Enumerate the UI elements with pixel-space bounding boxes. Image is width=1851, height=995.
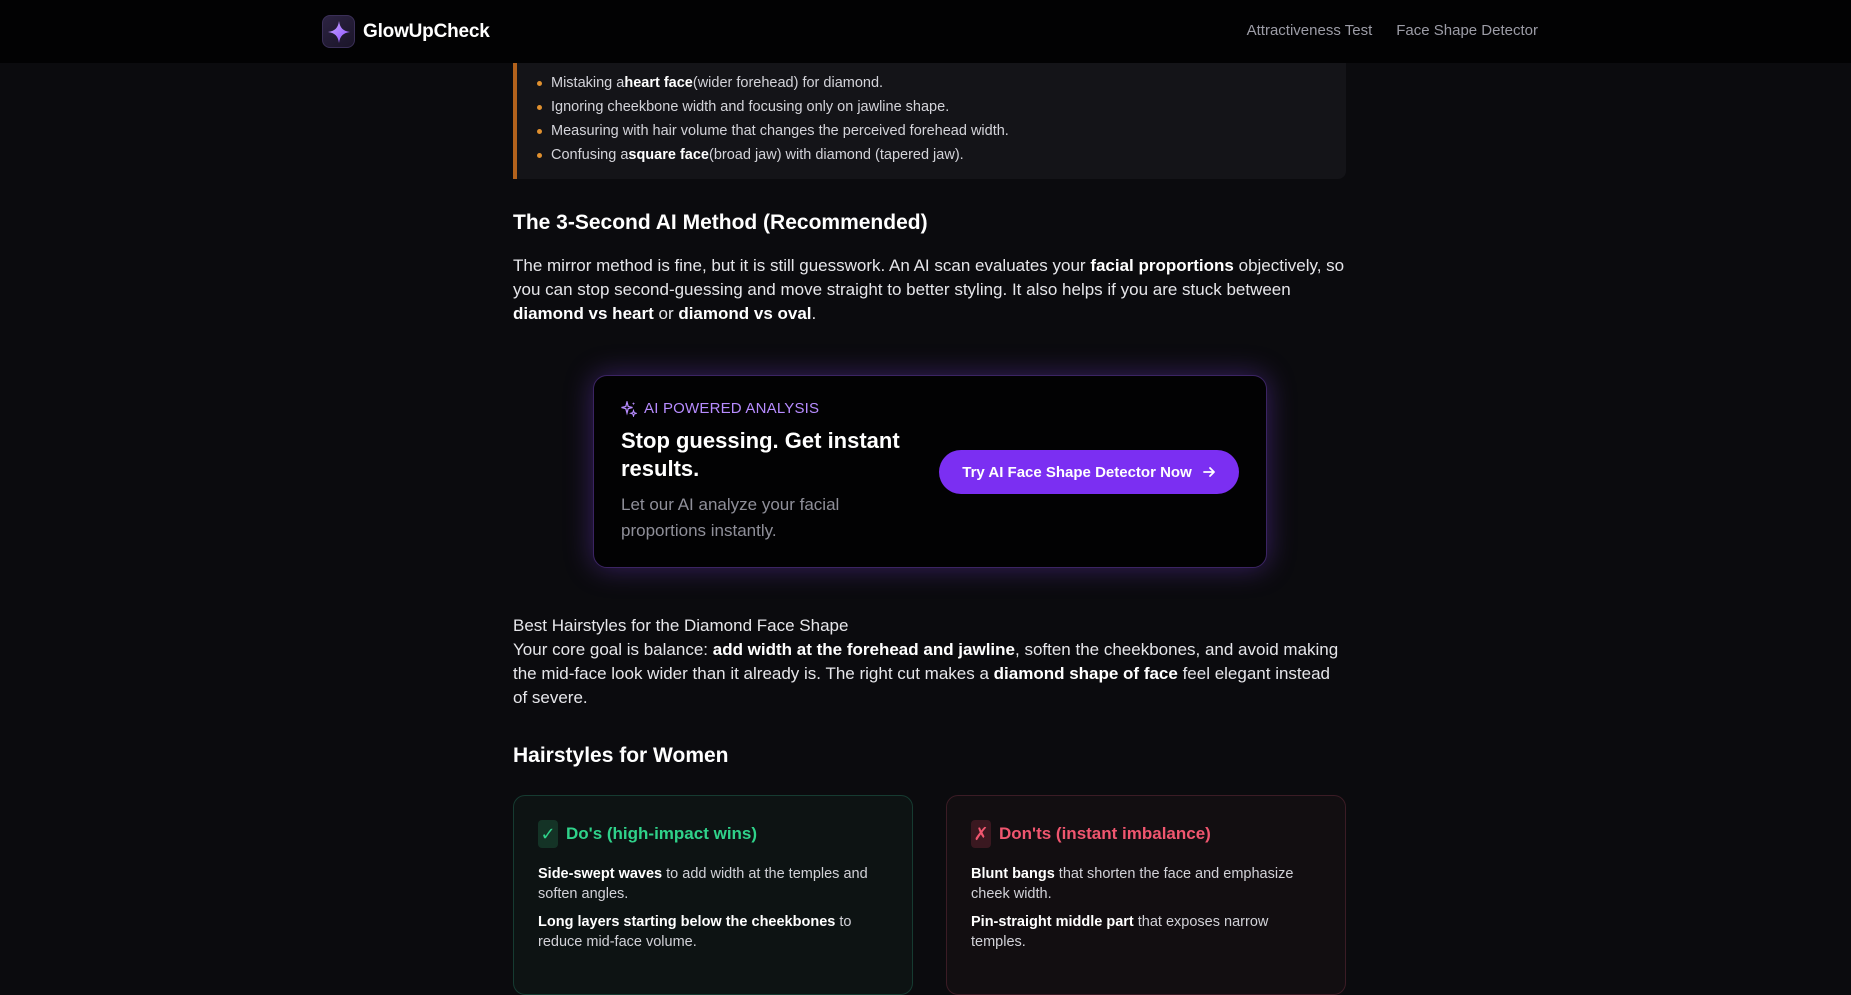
list-item: Side-swept waves to add width at the temples and soften angles. bbox=[538, 866, 868, 902]
donts-card-header bbox=[971, 820, 1321, 848]
mistakes-list bbox=[537, 71, 1009, 167]
list-item: Mistaking aheart face(wider forehead) for diamond. bbox=[537, 71, 1009, 95]
section-heading-women: Hairstyles for Women bbox=[513, 744, 729, 767]
top-navbar bbox=[0, 0, 1851, 63]
donts-card-title: Don'ts (instant imbalance) bbox=[999, 824, 1211, 843]
cta-button-label: Try AI Face Shape Detector Now bbox=[962, 463, 1192, 481]
sparkle-icon bbox=[322, 15, 355, 48]
dos-card bbox=[513, 795, 913, 995]
main-nav bbox=[1247, 22, 1538, 39]
hairstyles-heading: Best Hairstyles for the Diamond Face Shape bbox=[513, 616, 849, 635]
list-item: Confusing asquare face(broad jaw) with diamond (tapered jaw). bbox=[537, 143, 1009, 167]
ai-cta-card bbox=[593, 375, 1267, 568]
cta-subtitle: Let our AI analyze your facial proportions instantly. bbox=[621, 495, 840, 540]
cta-tag-label: AI POWERED ANALYSIS bbox=[644, 400, 820, 417]
checkmark-icon: ✓ bbox=[538, 820, 558, 848]
section-heading-ai-method: The 3-Second AI Method (Recommended) bbox=[513, 211, 928, 234]
nav-link-attractiveness-test[interactable]: Attractiveness Test bbox=[1246, 22, 1373, 39]
brand-logo-link[interactable] bbox=[322, 15, 490, 48]
arrow-right-icon bbox=[1202, 465, 1216, 479]
list-item: Measuring with hair volume that changes the perceived forehead width. bbox=[537, 119, 1009, 143]
hairstyles-paragraph: Your core goal is balance: add width at the forehead and jawline, soften the cheekbones, and avoid making the mid-face look wider than it already is. The right cut makes a diamond shape of face feel elegant instead of severe. bbox=[513, 640, 1339, 707]
list-item: Long layers starting below the cheekbones to reduce mid-face volume. bbox=[538, 914, 852, 950]
nav-link-face-shape-detector[interactable]: Face Shape Detector bbox=[1396, 22, 1538, 39]
donts-card bbox=[946, 795, 1346, 995]
brand-name: GlowUpCheck bbox=[363, 20, 490, 42]
sparkles-icon bbox=[621, 401, 637, 417]
cross-icon: ✗ bbox=[971, 820, 991, 848]
dos-card-header bbox=[538, 820, 888, 848]
dos-card-title: Do's (high-impact wins) bbox=[566, 824, 758, 843]
list-item: Blunt bangs that shorten the face and emphasize cheek width. bbox=[971, 866, 1294, 902]
try-face-shape-detector-button[interactable] bbox=[939, 450, 1239, 494]
cta-tag bbox=[621, 400, 819, 417]
list-item: Pin-straight middle part that exposes narrow temples. bbox=[971, 914, 1269, 950]
cta-title: Stop guessing. Get instant results. bbox=[621, 428, 900, 481]
list-item: Ignoring cheekbone width and focusing only on jawline shape. bbox=[537, 95, 1009, 119]
ai-method-paragraph: The mirror method is fine, but it is still guesswork. An AI scan evaluates your facial proportions objectively, so you can stop second-guessing and move straight to better styling. It also helps if you are stuck between diamond vs heart or diamond vs oval. bbox=[513, 256, 1345, 323]
